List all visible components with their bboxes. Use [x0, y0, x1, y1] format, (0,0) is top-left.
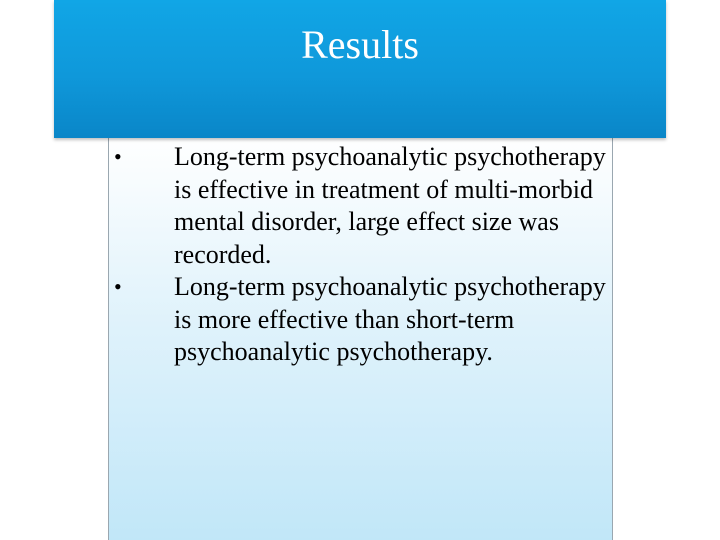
slide-title: Results — [301, 22, 419, 67]
bullet-text: Long-term psychoanalytic psychotherapy is more effective than short-term psychoanalytic psychotherapy. — [174, 272, 606, 366]
bullet-text: Long-term psychoanalytic psychotherapy is effective in treatment of multi-morbid mental disorder, large effect size was recorded. — [174, 142, 606, 269]
bullet-icon: • — [114, 274, 122, 299]
bullet-list — [109, 141, 612, 369]
bullet-icon: • — [114, 144, 122, 169]
title-band — [54, 0, 666, 138]
bullet-item — [109, 141, 612, 271]
bullet-item — [109, 271, 612, 369]
content-box — [108, 134, 613, 540]
